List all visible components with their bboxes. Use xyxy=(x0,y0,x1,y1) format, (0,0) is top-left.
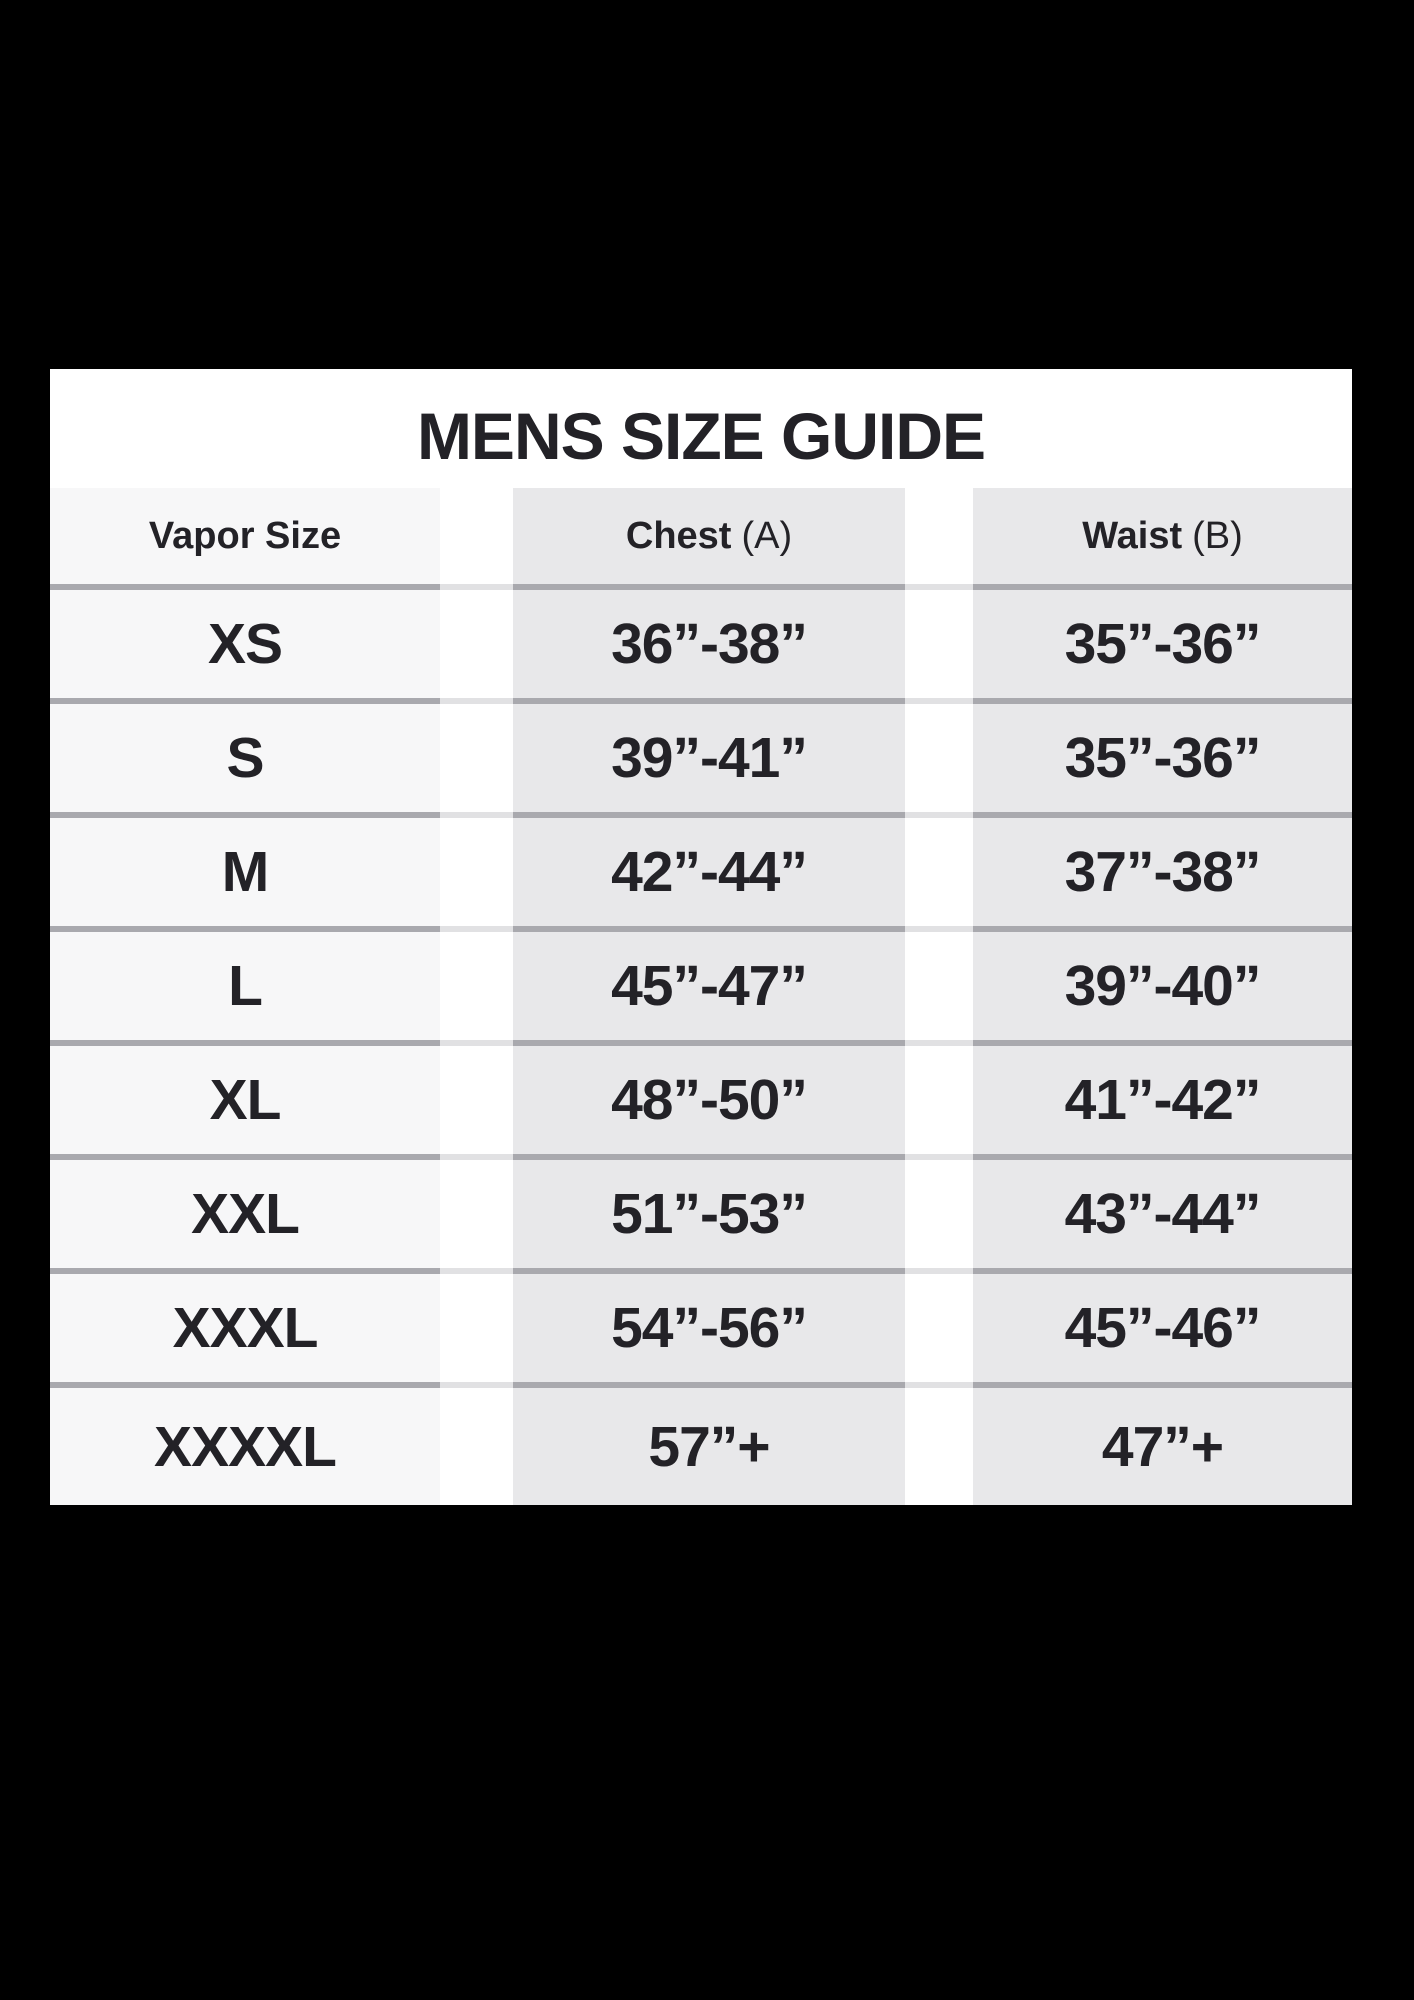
chest-cell xyxy=(513,932,905,1046)
column-gutter xyxy=(905,1274,973,1388)
size-cell xyxy=(50,1046,440,1160)
table-row xyxy=(50,1274,1352,1388)
column-gutter xyxy=(440,1274,513,1388)
column-gutter xyxy=(905,1160,973,1274)
waist-value: 47”+ xyxy=(1101,1414,1224,1479)
table-row xyxy=(50,932,1352,1046)
header-vapor-size-label: Vapor Size xyxy=(148,514,342,557)
header-chest xyxy=(513,488,905,590)
waist-value: 39”-40” xyxy=(1064,954,1261,1018)
header-waist xyxy=(973,488,1352,590)
waist-cell xyxy=(973,818,1352,932)
waist-value: 45”-46” xyxy=(1064,1296,1261,1360)
waist-cell xyxy=(973,590,1352,704)
waist-cell xyxy=(973,1388,1352,1505)
table-row xyxy=(50,704,1352,818)
column-gutter xyxy=(440,932,513,1046)
table-row xyxy=(50,818,1352,932)
column-gutter xyxy=(905,590,973,704)
chest-value: 51”-53” xyxy=(611,1182,807,1246)
chest-cell xyxy=(513,1046,905,1160)
waist-value: 35”-36” xyxy=(1064,726,1261,790)
chest-cell xyxy=(513,1274,905,1388)
size-cell xyxy=(50,1160,440,1274)
size-value: XXXXL xyxy=(154,1414,336,1479)
header-waist-label: Waist xyxy=(1082,514,1183,557)
table-row xyxy=(50,1160,1352,1274)
chest-value: 45”-47” xyxy=(611,954,807,1018)
column-gutter xyxy=(440,1388,513,1505)
chest-value: 54”-56” xyxy=(611,1296,807,1360)
waist-cell xyxy=(973,1274,1352,1388)
size-value: S xyxy=(226,726,264,790)
size-value: XL xyxy=(209,1068,281,1132)
chest-cell xyxy=(513,1388,905,1505)
header-chest-label: Chest xyxy=(625,514,732,557)
waist-cell xyxy=(973,932,1352,1046)
size-value: XXL xyxy=(191,1182,299,1246)
table-row xyxy=(50,1046,1352,1160)
chest-value: 57”+ xyxy=(648,1414,770,1479)
size-cell xyxy=(50,590,440,704)
size-value: XS xyxy=(207,612,283,676)
size-cell xyxy=(50,704,440,818)
size-value: M xyxy=(221,840,269,904)
column-gutter xyxy=(905,932,973,1046)
column-gutter xyxy=(905,1388,973,1505)
chest-value: 42”-44” xyxy=(611,840,807,904)
header-vapor-size xyxy=(50,488,440,590)
table-row xyxy=(50,590,1352,704)
column-gutter xyxy=(440,1160,513,1274)
size-cell xyxy=(50,818,440,932)
header-waist-suffix: (B) xyxy=(1192,514,1243,557)
table-row xyxy=(50,1388,1352,1505)
column-gutter xyxy=(440,488,513,590)
size-value: XXXL xyxy=(172,1296,318,1360)
size-cell xyxy=(50,1388,440,1505)
chest-cell xyxy=(513,1160,905,1274)
column-gutter xyxy=(440,590,513,704)
size-cell xyxy=(50,932,440,1046)
mens-size-guide-table xyxy=(50,369,1352,1505)
column-gutter xyxy=(905,704,973,818)
waist-value: 43”-44” xyxy=(1064,1182,1261,1246)
chest-value: 36”-38” xyxy=(611,612,807,676)
column-gutter xyxy=(440,704,513,818)
waist-value: 37”-38” xyxy=(1064,840,1261,904)
waist-cell xyxy=(973,1046,1352,1160)
chest-cell xyxy=(513,590,905,704)
column-gutter xyxy=(440,818,513,932)
waist-value: 35”-36” xyxy=(1064,612,1261,676)
chest-cell xyxy=(513,704,905,818)
table-body xyxy=(50,590,1352,1505)
chest-value: 39”-41” xyxy=(611,726,807,790)
table-title: MENS SIZE GUIDE xyxy=(416,398,986,473)
size-value: L xyxy=(228,954,262,1018)
column-gutter xyxy=(905,818,973,932)
chest-value: 48”-50” xyxy=(611,1068,807,1132)
table-header-row xyxy=(50,488,1352,590)
column-gutter xyxy=(905,488,973,590)
waist-cell xyxy=(973,1160,1352,1274)
waist-cell xyxy=(973,704,1352,818)
column-gutter xyxy=(440,1046,513,1160)
chest-cell xyxy=(513,818,905,932)
column-gutter xyxy=(905,1046,973,1160)
header-chest-suffix: (A) xyxy=(741,514,793,557)
size-cell xyxy=(50,1274,440,1388)
waist-value: 41”-42” xyxy=(1064,1068,1261,1132)
